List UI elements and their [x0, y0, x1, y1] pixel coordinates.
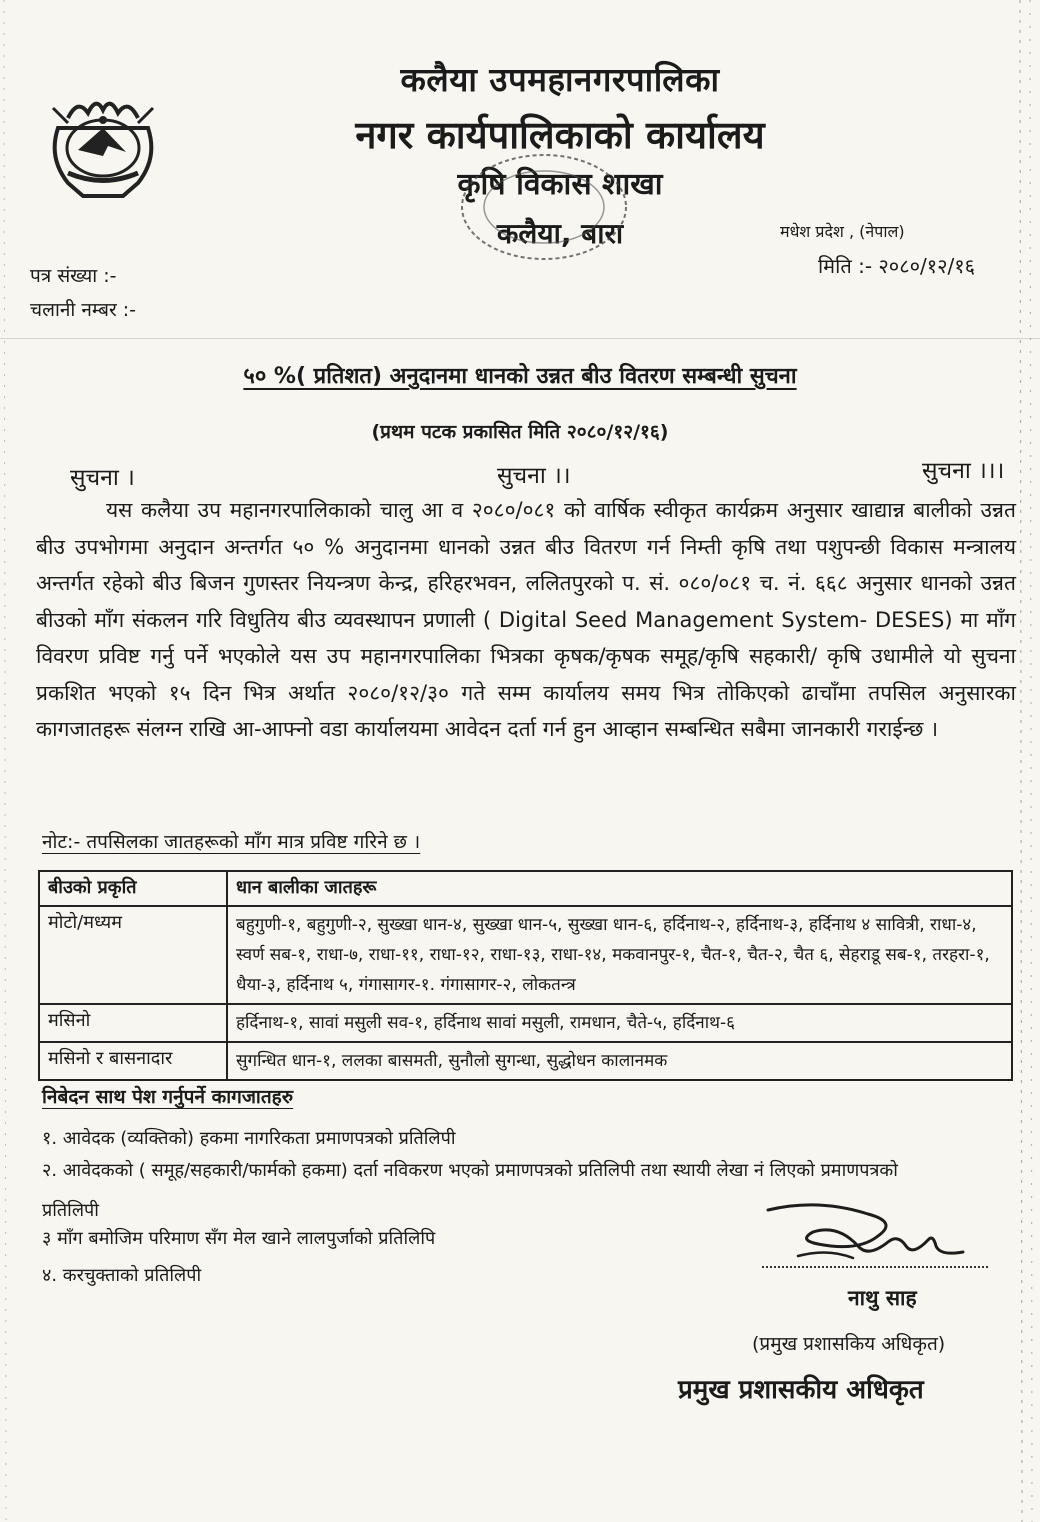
varieties-table: [38, 870, 1013, 1081]
office-stamp-icon: [454, 150, 634, 265]
document-item-continued: प्रतिलिपी: [42, 1200, 99, 1221]
notice-heading-1: सुचना ।: [70, 465, 135, 491]
table-row: [39, 1042, 1012, 1080]
signatory-name: नाथु साह: [848, 1286, 917, 1310]
branch-name: कृषि विकास शाखा: [457, 167, 663, 202]
seed-type-cell: मसिनो: [39, 1004, 227, 1042]
header-divider: [0, 338, 1040, 339]
scan-edge-left: [0, 0, 14, 1522]
dispatch-number-label: चलानी नम्बर :-: [30, 299, 137, 321]
signature-line: [762, 1266, 988, 1268]
varieties-cell: बहुगुणी-१, बहुगुणी-२, सुख्खा धान-४, सुख्खा धान-५, सुख्खा धान-६, हर्दिनाथ-२, हर्दिनाथ-३, हर्दिनाथ ४ सावित्री, राधा-४, स्वर्ण सब-१, राधा-७, राधा-११, राधा-१२, राधा-१३, राधा-१४, मकवानपुर-१, चैत-१, चैत-२, चैत ६, सेहराडू सब-१, तरहरा-१, धैया-३, हर्दिनाथ ५, गंगासागर-१. गंगासागर-२, लोकतन्त्र: [227, 906, 1012, 1004]
notice-heading-3: सुचना ।।।: [922, 458, 1005, 484]
table-header-row: [39, 871, 1012, 906]
document-item: ३ माँग बमोजिम परिमाण सँग मेल खाने लालपुर्जाको प्रतिलिपि: [42, 1228, 436, 1249]
document-item: १. आवेदक (व्यक्तिको) हकमा नागरिकता प्रमाणपत्रको प्रतिलिपी: [42, 1128, 456, 1149]
office-place: कलैया, बारा: [496, 217, 624, 250]
municipality-name: कलैया उपमहानगरपालिका: [400, 60, 720, 99]
notice-heading-2: सुचना ।।: [497, 463, 571, 489]
province-label: मधेश प्रदेश , (नेपाल): [780, 222, 905, 241]
notice-subtitle: (प्रथम पटक प्रकासित मिति २०८०/१२/१६): [371, 421, 669, 443]
office-name: नगर कार्यपालिकाको कार्यालय: [355, 113, 765, 157]
table-row: [39, 1004, 1012, 1042]
signature-icon: [758, 1196, 978, 1274]
seed-type-cell: मसिनो र बासनादार: [39, 1042, 227, 1080]
varieties-cell: हर्दिनाथ-१, सावां मसुली सव-१, हर्दिनाथ सावां मसुली, रामधान, चैते-५, हर्दिनाथ-६: [227, 1004, 1012, 1042]
notice-title: ५० %( प्रतिशत) अनुदानमा धानको उन्नत बीउ वितरण सम्बन्धी सुचना: [243, 364, 797, 389]
table-row: [39, 906, 1012, 1004]
nepal-emblem-icon: [38, 78, 168, 208]
designation-stamp: प्रमुख प्रशासकीय अधिकृत: [678, 1375, 924, 1405]
reference-number-label: पत्र संख्या :-: [30, 265, 117, 287]
notice-body: यस कलैया उप महानगरपालिकाको चालु आ व २०८०/०८१ को वार्षिक स्वीकृत कार्यक्रम अनुसार खाद्यान्न बालीको उन्नत बीउ उपभोगमा अनुदान अन्तर्गत ५० % अनुदानमा धानको उन्नत बीउ वितरण गर्न निम्ती कृषि तथा पशुपन्छी विकास मन्त्रालय अन्तर्गत रहेको बीउ बिजन गुणस्तर नियन्त्रण केन्द्र, हरिहरभवन, ललितपुरको प. सं. ०८०/०८१ च. नं. ६६८ अनुसार धानको उन्नत बीउको माँग संकलन गरि विधुतिय बीउ व्यवस्थापन प्रणाली ( Digital Seed Management System- DESES) मा माँग विवरण प्रविष्ट गर्नु पर्ने भएकोले यस उप महानगरपालिका भित्रका कृषक/कृषक समूह/कृषि सहकारी/ कृषि उधामीले यो सुचना प्रकशित भएको १५ दिन भित्र अर्थात २०८०/१२/३० गते सम्म कार्यालय समय भित्र तोकिएको ढाचाँमा तपसिल अनुसारका कागजातहरू संलग्न राखि आ-आफ्नो वडा कार्यालयमा आवेदन दर्ता गर्न हुन आव्हान सम्बन्धित सबैमा जानकारी गराईन्छ ।: [36, 498, 1016, 741]
required-documents-heading: निबेदन साथ पेश गर्नुपर्ने कागजातहरु: [42, 1086, 294, 1108]
scan-edge-right: [1012, 0, 1040, 1522]
varieties-cell: सुगन्धित धान-१, ललका बासमती, सुनौलो सुगन्धा, सुद्धोधन कालानमक: [227, 1042, 1012, 1080]
varieties-note: नोट:- तपसिलका जातहरूको माँग मात्र प्रविष्ट गरिने छ ।: [42, 831, 421, 853]
document-item: २. आवेदकको ( समूह/सहकारी/फार्मको हकमा) दर्ता नविकरण भएको प्रमाणपत्रको प्रतिलिपी तथा स्थायी लेखा नं लिएको प्रमाणपत्रको: [42, 1160, 898, 1181]
column-header-seed-type: बीउको प्रकृति: [39, 871, 227, 906]
date-field: मिति :- २०८०/१२/१६: [818, 254, 976, 278]
seed-type-cell: मोटो/मध्यम: [39, 906, 227, 1004]
column-header-varieties: धान बालीका जातहरू: [227, 871, 1012, 906]
signatory-title: (प्रमुख प्रशासकिय अधिकृत): [752, 1333, 946, 1355]
document-item: ४. करचुक्ताको प्रतिलिपी: [42, 1265, 202, 1286]
